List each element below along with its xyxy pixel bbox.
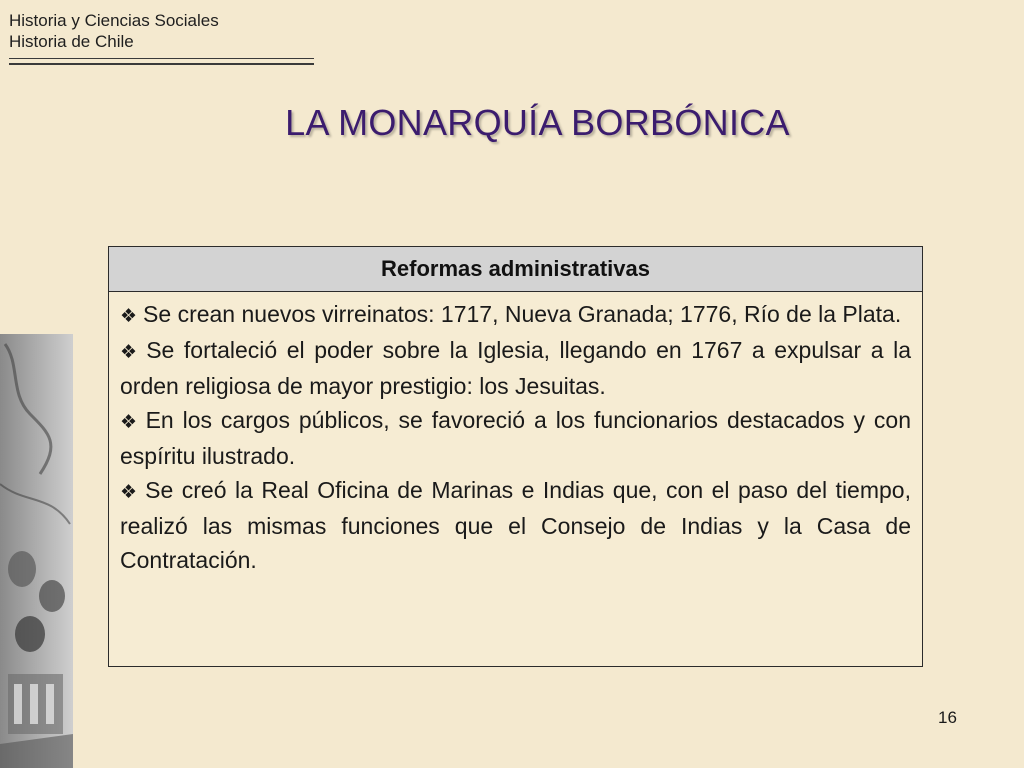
page-number: 16 bbox=[938, 708, 957, 727]
reforms-list bbox=[109, 297, 922, 577]
slide-title: LA MONARQUÍA BORBÓNICA bbox=[285, 102, 790, 143]
diamond-bullet-icon: ❖ bbox=[120, 305, 138, 327]
course-unit: Historia de Chile bbox=[9, 32, 134, 51]
diamond-bullet-icon: ❖ bbox=[120, 411, 140, 433]
course-header bbox=[9, 10, 314, 65]
list-item bbox=[120, 473, 911, 577]
diamond-bullet-icon: ❖ bbox=[120, 341, 141, 363]
header-divider bbox=[9, 58, 314, 65]
reform-text: Se fortaleció el poder sobre la Iglesia, llegando en 1767 a expulsar a la orden religiosa de mayor prestigio: los Jesuitas. bbox=[120, 337, 911, 399]
list-item bbox=[120, 403, 911, 473]
diamond-bullet-icon: ❖ bbox=[120, 481, 140, 503]
reform-text: En los cargos públicos, se favoreció a los funcionarios destacados y con espíritu ilustrado. bbox=[120, 407, 911, 469]
list-item bbox=[120, 297, 911, 333]
table-heading: Reformas administrativas bbox=[109, 247, 922, 292]
historical-collage-image bbox=[0, 334, 73, 768]
course-subject: Historia y Ciencias Sociales bbox=[9, 11, 219, 30]
reform-text: Se creó la Real Oficina de Marinas e Indias que, con el paso del tiempo, realizó las mismas funciones que el Consejo de Indias y la Casa de Contratación. bbox=[120, 477, 911, 573]
list-item bbox=[120, 333, 911, 403]
reform-text: Se crean nuevos virreinatos: 1717, Nueva Granada; 1776, Río de la Plata. bbox=[143, 301, 902, 327]
reforms-table bbox=[108, 246, 923, 667]
